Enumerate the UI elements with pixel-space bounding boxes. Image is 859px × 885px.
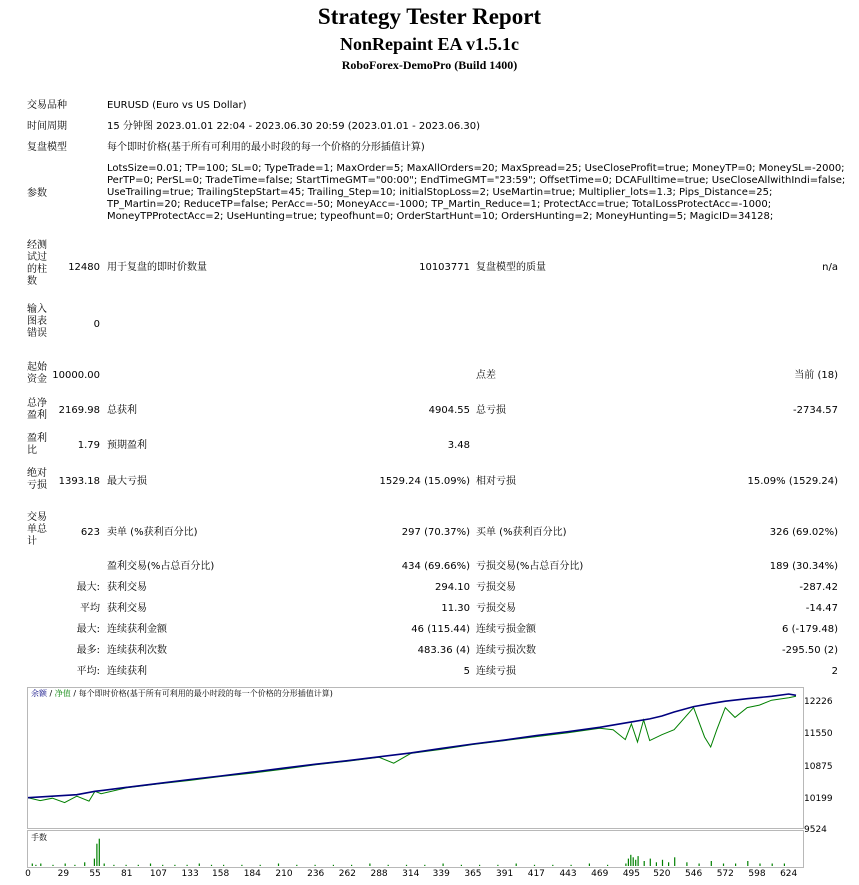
volume-bar bbox=[84, 862, 85, 866]
x-tick-label: 546 bbox=[685, 869, 703, 879]
x-tick-label: 443 bbox=[559, 869, 577, 879]
volume-bar bbox=[296, 865, 297, 866]
volume-bar bbox=[351, 865, 352, 866]
volume-bar bbox=[278, 864, 279, 867]
volume-bar bbox=[65, 864, 66, 867]
volume-bar bbox=[150, 864, 151, 867]
volume-bar bbox=[126, 865, 127, 866]
volume-bar bbox=[174, 865, 175, 866]
volume-bar bbox=[94, 859, 95, 866]
volume-bar bbox=[223, 865, 224, 866]
row-right-value: 6 (-179.48) bbox=[782, 624, 838, 635]
legend-equity: 净值 bbox=[54, 689, 71, 698]
volume-bar bbox=[369, 864, 370, 867]
row-left-label: 获利交易 bbox=[107, 582, 147, 593]
volume-bar bbox=[723, 864, 724, 867]
volume-bar bbox=[406, 865, 407, 866]
x-tick-label: 81 bbox=[121, 869, 133, 879]
loss-trades-label: 亏损交易(%占总百分比) bbox=[476, 561, 584, 572]
volume-bar bbox=[32, 864, 33, 867]
legend-model: 每个即时价格(基于所有可利用的最小时段的每一个价格的分形插值计算) bbox=[78, 689, 333, 698]
max-drawdown-value: 1529.24 (15.09%) bbox=[379, 476, 470, 487]
short-trades-value: 297 (70.37%) bbox=[401, 527, 470, 538]
long-trades-value: 326 (69.02%) bbox=[769, 527, 838, 538]
x-tick-label: 598 bbox=[748, 869, 766, 879]
x-tick-label: 0 bbox=[25, 869, 31, 879]
volume-bar bbox=[607, 865, 608, 866]
row-right-label: 连续亏损金额 bbox=[476, 624, 536, 635]
volume-label: 手数 bbox=[31, 833, 47, 842]
gross-profit-value: 4904.55 bbox=[428, 405, 470, 416]
params-label: 参数 bbox=[27, 188, 47, 199]
win-trades-label: 盈利交易(%占总百分比) bbox=[107, 561, 215, 572]
volume-bar bbox=[516, 864, 517, 867]
volume-bar bbox=[99, 839, 100, 866]
x-tick-label: 262 bbox=[338, 869, 356, 879]
x-tick-label: 417 bbox=[527, 869, 545, 879]
volume-bar bbox=[650, 859, 651, 866]
rel-drawdown-label: 相对亏损 bbox=[476, 476, 516, 487]
x-tick-label: 495 bbox=[622, 869, 641, 879]
spread-label: 点差 bbox=[476, 370, 496, 381]
volume-bar bbox=[479, 865, 480, 866]
volume-bar bbox=[630, 855, 631, 866]
volume-bar bbox=[662, 860, 663, 866]
volume-bar bbox=[241, 865, 242, 866]
volume-bar bbox=[625, 864, 626, 867]
y-tick-label: 11550 bbox=[804, 729, 833, 739]
volume-bar bbox=[211, 865, 212, 866]
volume-bar bbox=[638, 856, 639, 866]
row-prefix: 最大: bbox=[76, 582, 100, 593]
x-tick-label: 365 bbox=[464, 869, 482, 879]
volume-bar bbox=[644, 861, 645, 866]
x-tick-label: 572 bbox=[716, 869, 734, 879]
volume-bar bbox=[571, 865, 572, 866]
row-left-label: 连续获利次数 bbox=[107, 645, 167, 656]
volume-bar bbox=[589, 864, 590, 867]
equity-line bbox=[28, 696, 796, 802]
volume-bar bbox=[333, 865, 334, 866]
quality-label: 复盘模型的质量 bbox=[476, 262, 546, 273]
row-prefix: 最大: bbox=[76, 624, 100, 635]
volume-bar bbox=[772, 864, 773, 867]
volume-bar bbox=[260, 865, 261, 866]
period-value: 15 分钟图 2023.01.01 22:04 - 2023.06.30 20:59 (2023.01.01 - 2023.06.30) bbox=[107, 121, 481, 132]
y-tick-label: 10199 bbox=[804, 794, 833, 804]
row-left-label: 连续获利 bbox=[107, 666, 147, 677]
row-prefix: 最多: bbox=[76, 645, 100, 656]
volume-bar bbox=[711, 861, 712, 866]
volume-bar bbox=[747, 861, 748, 866]
y-tick-label: 10875 bbox=[804, 762, 833, 772]
expected-payoff-value: 3.48 bbox=[447, 440, 470, 451]
row-left-value: 11.30 bbox=[441, 603, 470, 614]
bars-value: 12480 bbox=[68, 262, 100, 273]
volume-bar bbox=[635, 860, 636, 866]
volume-bar bbox=[759, 864, 760, 867]
volume-bar bbox=[74, 865, 75, 866]
deposit-value: 10000.00 bbox=[52, 370, 100, 381]
spread-value: 当前 (18) bbox=[794, 370, 838, 381]
chart-legend: 余额 / 净值 / 每个即时价格(基于所有可利用的最小时段的每一个价格的分形插值计算) bbox=[31, 689, 333, 698]
volume-bar bbox=[388, 865, 389, 866]
volume-bar bbox=[52, 865, 53, 866]
volume-bar bbox=[686, 862, 687, 866]
volume-bar bbox=[424, 865, 425, 866]
volume-bar bbox=[674, 857, 675, 866]
volume-bar bbox=[187, 865, 188, 866]
ea-name: NonRepaint EA v1.5.1c bbox=[339, 34, 519, 54]
row-left-value: 5 bbox=[463, 666, 470, 677]
period-label: 时间周期 bbox=[27, 121, 67, 132]
x-tick-label: 520 bbox=[653, 869, 671, 879]
row-right-value: -287.42 bbox=[799, 582, 838, 593]
volume-bar bbox=[199, 864, 200, 867]
volume-bar bbox=[534, 865, 535, 866]
x-tick-label: 236 bbox=[307, 869, 325, 879]
net-profit-value: 2169.98 bbox=[58, 405, 100, 416]
volume-bar bbox=[497, 865, 498, 866]
report-title: Strategy Tester Report bbox=[317, 4, 542, 29]
volume-bar bbox=[656, 862, 657, 866]
row-left-value: 483.36 (4) bbox=[417, 645, 470, 656]
x-tick-label: 391 bbox=[496, 869, 514, 879]
volume-bar bbox=[735, 864, 736, 867]
row-right-value: -295.50 (2) bbox=[782, 645, 838, 656]
model-label: 复盘模型 bbox=[27, 142, 67, 153]
row-right-label: 亏损交易 bbox=[476, 603, 516, 614]
model-value: 每个即时价格(基于所有可利用的最小时段的每一个价格的分形插值计算) bbox=[107, 142, 425, 153]
symbol-label: 交易品种 bbox=[27, 100, 67, 111]
expected-payoff-label: 预期盈利 bbox=[107, 440, 147, 451]
abs-drawdown-label: 绝对亏损 bbox=[27, 468, 47, 491]
row-right-label: 连续亏损次数 bbox=[476, 645, 536, 656]
row-left-label: 获利交易 bbox=[107, 603, 147, 614]
volume-bar bbox=[668, 862, 669, 866]
long-trades-label: 买单 (%获利百分比) bbox=[476, 527, 567, 538]
row-right-value: 2 bbox=[831, 666, 838, 677]
volume-bar bbox=[633, 857, 634, 866]
total-trades-label: 交易单总计 bbox=[27, 512, 47, 547]
ticks-value: 10103771 bbox=[419, 262, 470, 273]
row-left-value: 294.10 bbox=[435, 582, 470, 593]
abs-drawdown-value: 1393.18 bbox=[58, 476, 100, 487]
profit-factor-label: 盈利比 bbox=[27, 433, 47, 456]
equity-chart-plot bbox=[28, 688, 802, 827]
row-prefix: 平均 bbox=[80, 603, 100, 614]
bars-label: 经测试过的柱数 bbox=[27, 240, 47, 287]
x-tick-label: 107 bbox=[149, 869, 168, 879]
x-tick-label: 288 bbox=[370, 869, 388, 879]
x-tick-label: 133 bbox=[181, 869, 199, 879]
row-right-label: 亏损交易 bbox=[476, 582, 516, 593]
errors-value: 0 bbox=[93, 319, 100, 330]
row-right-label: 连续亏损 bbox=[476, 666, 516, 677]
x-tick-label: 210 bbox=[275, 869, 293, 879]
profit-factor-value: 1.79 bbox=[77, 440, 100, 451]
y-tick-label: 9524 bbox=[804, 825, 827, 835]
row-prefix: 平均: bbox=[76, 666, 100, 677]
volume-bar bbox=[699, 864, 700, 867]
x-tick-label: 339 bbox=[432, 869, 450, 879]
gross-loss-label: 总亏损 bbox=[476, 405, 506, 416]
short-trades-label: 卖单 (%获利百分比) bbox=[107, 527, 198, 538]
row-left-value: 46 (115.44) bbox=[411, 624, 470, 635]
volume-bar bbox=[96, 844, 97, 866]
server-name: RoboForex-DemoPro (Build 1400) bbox=[341, 58, 518, 72]
volume-bar bbox=[461, 865, 462, 866]
volume-bar bbox=[104, 864, 105, 867]
row-right-value: -14.47 bbox=[805, 603, 838, 614]
win-trades-value: 434 (69.66%) bbox=[401, 561, 470, 572]
x-tick-label: 29 bbox=[57, 869, 70, 879]
params-value: LotsSize=0.01; TP=100; SL=0; TypeTrade=1; MaxOrder=5; MaxAllOrders=20; MaxSpread=25; UseCloseProfit=true; MoneyTP=0; MoneySL=-2000; PerTP=0; PerSL=0; TradeTime=false; StartTimeGMT="00:00"; EndTimeGMT="23:59"; OffsetTime=0; DCAFulltime=true; UseCloseAllwithIndi=false; UseTrailing=true; TrailingStepStart=45; Trailing_Step=10; initialStopLoss=2; UseMartin=true; Multiplier_lots=1.3; Pips_Distance=25; TP_Martin=20; ReduceTP=false; PerAcc=-50; MoneyAcc=-1000; TP_Martin_Reduce=1; ProtectAcc=true; TotalLossProtectAcc=-1000; MoneyTPProtectAcc=2; UseHunting=true; typeofhunt=0; OrderStartHunt=10; OrdersHunting=2; MoneyHunting=5; MagicID=34128; bbox=[107, 163, 846, 222]
x-tick-label: 314 bbox=[402, 869, 420, 879]
total-trades-value: 623 bbox=[80, 527, 100, 538]
volume-bar bbox=[315, 865, 316, 866]
quality-value: n/a bbox=[822, 262, 838, 273]
volume-bar bbox=[35, 865, 36, 866]
gross-profit-label: 总获利 bbox=[107, 405, 137, 416]
max-drawdown-label: 最大亏损 bbox=[107, 476, 147, 487]
volume-bar bbox=[443, 864, 444, 867]
volume-chart-plot bbox=[28, 831, 802, 866]
symbol-value: EURUSD (Euro vs US Dollar) bbox=[107, 100, 247, 111]
loss-trades-value: 189 (30.34%) bbox=[769, 561, 838, 572]
errors-label: 输入图表错误 bbox=[27, 304, 47, 339]
y-tick-label: 12226 bbox=[804, 697, 833, 707]
ticks-label: 用于复盘的即时价数量 bbox=[107, 262, 207, 273]
volume-bar bbox=[628, 859, 629, 866]
x-tick-label: 469 bbox=[591, 869, 609, 879]
legend-balance: 余额 bbox=[31, 689, 47, 698]
x-tick-label: 158 bbox=[212, 869, 230, 879]
deposit-label: 起始资金 bbox=[27, 362, 47, 385]
row-left-label: 连续获利金额 bbox=[107, 624, 167, 635]
volume-bar bbox=[784, 864, 785, 867]
volume-bar bbox=[138, 865, 139, 866]
volume-bar bbox=[162, 865, 163, 866]
x-tick-label: 55 bbox=[89, 869, 101, 879]
volume-bar bbox=[40, 864, 41, 867]
x-tick-label: 184 bbox=[243, 869, 261, 879]
x-tick-label: 624 bbox=[780, 869, 798, 879]
volume-bar bbox=[113, 865, 114, 866]
volume-bar bbox=[552, 865, 553, 866]
balance-line bbox=[28, 694, 796, 798]
net-profit-label: 总净盈利 bbox=[27, 398, 47, 421]
rel-drawdown-value: 15.09% (1529.24) bbox=[747, 476, 838, 487]
gross-loss-value: -2734.57 bbox=[793, 405, 838, 416]
